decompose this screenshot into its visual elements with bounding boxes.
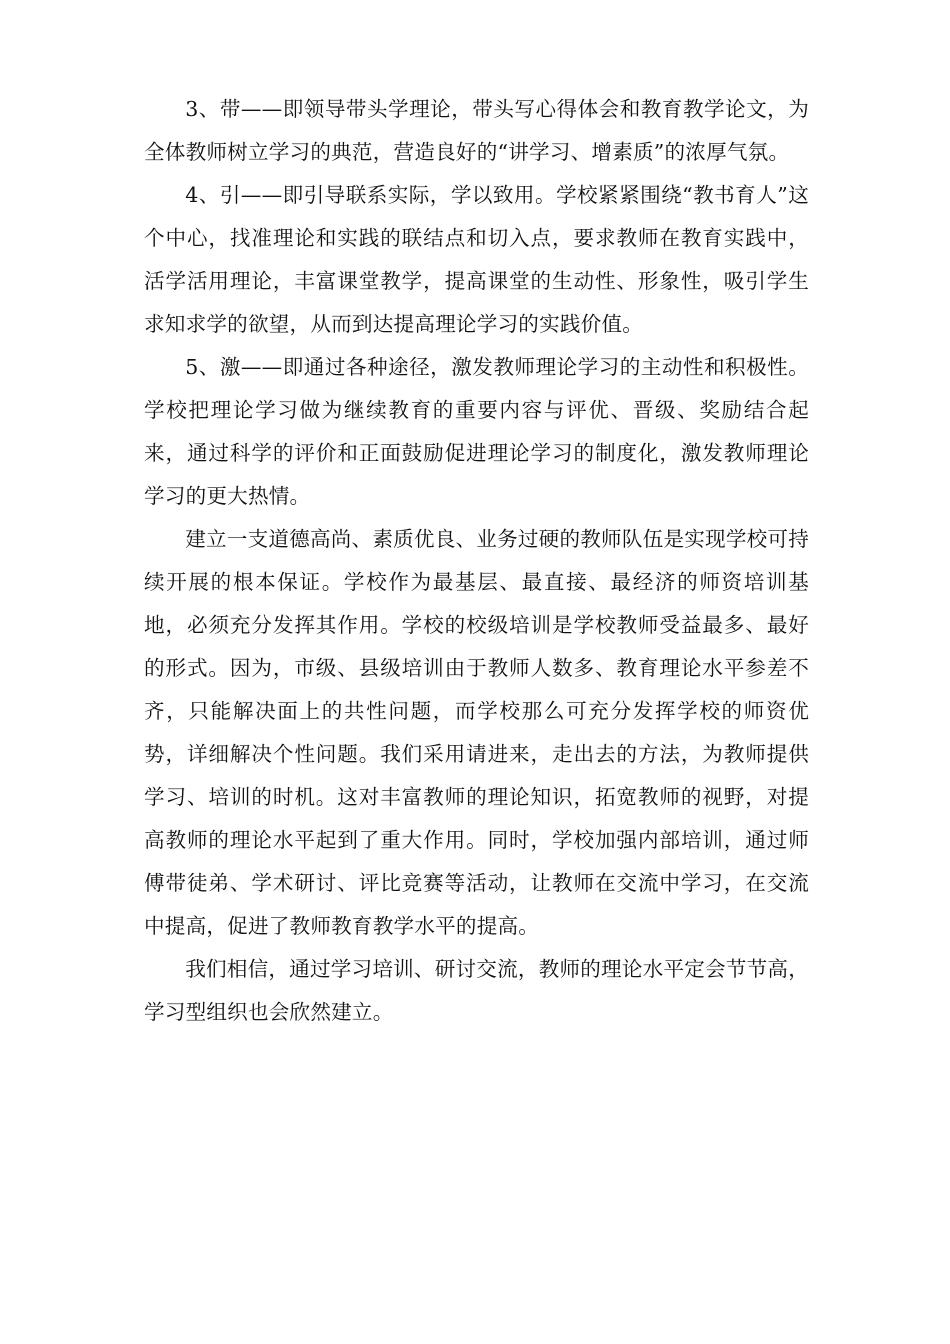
paragraph-guide-practice: 4、引——即引导联系实际，学以致用。学校紧紧围绕“教书育人”这个中心，找准理论和实践的联结点和切入点，要求教师在教育实践中，活学活用理论，丰富课堂教学，提高课堂的生动性、形象性，吸引学生求知求学的欲望，从而到达提高理论学习的实践价值。 <box>144 183 809 336</box>
paragraph-teacher-training: 建立一支道德高尚、素质优良、业务过硬的教师队伍是实现学校可持续开展的根本保证。学校作为最基层、最直接、最经济的师资培训基地，必须充分发挥其作用。学校的校级培训是学校教师受益最多、最好的形式。因为，市级、县级培训由于教师人数多、教育理论水平参差不齐，只能解决面上的共性问题，而学校那么可充分发挥学校的师资优势，详细解决个性问题。我们采用请进来，走出去的方法，为教师提供学习、培训的时机。这对丰富教师的理论知识，拓宽教师的视野，对提高教师的理论水平起到了重大作用。同时，学校加强内部培训，通过师傅带徒弟、学术研讨、评比竞赛等活动，让教师在交流中学习，在交流中提高，促进了教师教育教学水平的提高。 <box>144 527 809 938</box>
paragraph-conclusion: 我们相信，通过学习培训、研讨交流，教师的理论水平定会节节高，学习型组织也会欣然建立。 <box>144 957 809 1024</box>
paragraph-lead-by-example: 3、带——即领导带头学理论，带头写心得体会和教育教学论文，为全体教师树立学习的典范，营造良好的“讲学习、增素质”的浓厚气氛。 <box>144 97 809 164</box>
document-body <box>144 88 809 1034</box>
paragraph-motivate: 5、激——即通过各种途径，激发教师理论学习的主动性和积极性。学校把理论学习做为继续教育的重要内容与评优、晋级、奖励结合起来，通过科学的评价和正面鼓励促进理论学习的制度化，激发教师理论学习的更大热情。 <box>144 355 809 508</box>
